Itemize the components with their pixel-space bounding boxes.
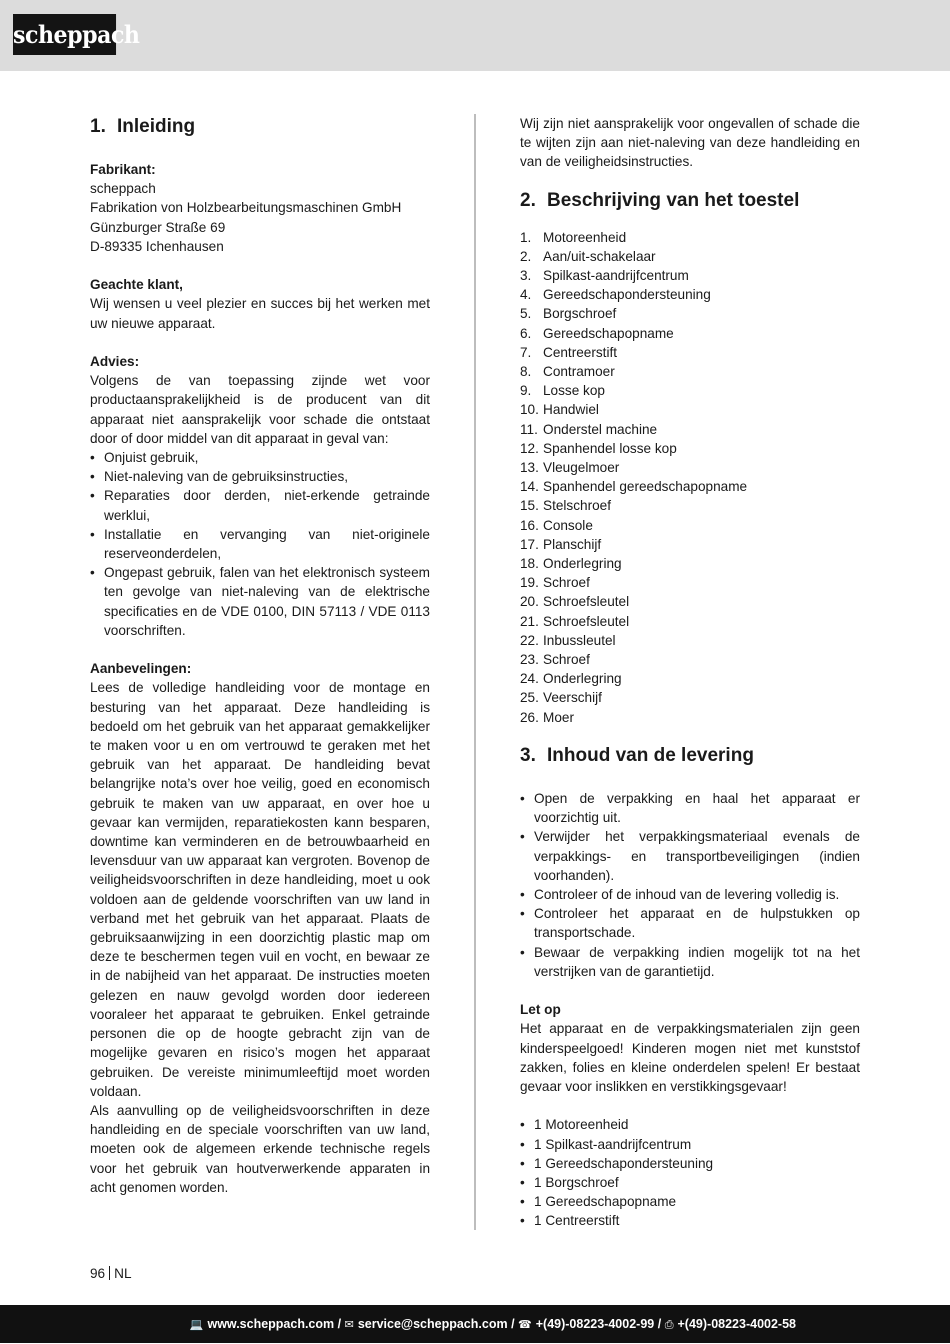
footer-separator: /	[657, 1317, 662, 1331]
part-number: 4.	[520, 287, 532, 303]
part-label: Handwiel	[543, 402, 599, 418]
contents-list	[520, 1115, 860, 1230]
part-number: 12.	[520, 440, 539, 456]
footer-separator: /	[511, 1317, 515, 1331]
column-divider	[474, 114, 476, 1230]
page-separator	[109, 1266, 110, 1280]
part-label: Moer	[543, 709, 574, 725]
page-number-label	[90, 1264, 132, 1283]
parts-list-item	[520, 362, 860, 381]
part-number: 18.	[520, 556, 539, 572]
note-text: Het apparaat en de verpakkingsmaterialen zijn geen kinderspeelgoed! Kinderen mogen niet met kunststof zakken, folies en kleine onderdelen spelen! Er bestaat gevaar voor inslikken en verstikkingsgevaar!	[520, 1021, 860, 1094]
part-label: Gereedschapondersteuning	[543, 287, 711, 303]
part-label: Gereedschapopname	[543, 325, 674, 341]
page-header	[0, 0, 950, 71]
parts-list-item	[520, 708, 860, 727]
parts-list-item	[520, 631, 860, 650]
parts-list-item	[520, 400, 860, 419]
section-2-number: 2.	[520, 189, 536, 211]
delivery-list	[520, 789, 860, 981]
part-number: 14.	[520, 479, 539, 495]
part-number: 11.	[520, 421, 538, 437]
parts-list-item	[520, 592, 860, 611]
section-1-title: Inleiding	[117, 116, 196, 137]
manufacturer-line: Fabrikation von Holzbearbeitungsmaschinen GmbH	[90, 200, 402, 216]
manufacturer-line: D-89335 Ichenhausen	[90, 238, 224, 254]
list-item: • Reparaties door derden, niet-erkende getrainde werklui,	[90, 486, 430, 524]
customer-label: Geachte klant,	[90, 277, 183, 293]
list-item: • 1 Borgschroef	[520, 1173, 860, 1192]
footer-web[interactable]: www.scheppach.com	[207, 1317, 335, 1331]
part-number: 19.	[520, 575, 539, 591]
list-item: • 1 Centreerstift	[520, 1211, 860, 1230]
liability-text: Wij zijn niet aansprakelijk voor ongevallen of schade die te wijten zijn aan niet-naleving van deze handleiding en van de veiligheidsinstructies.	[520, 116, 860, 170]
part-label: Schroef	[543, 575, 590, 591]
part-number: 20.	[520, 594, 539, 610]
part-number: 23.	[520, 652, 539, 668]
recommend-label: Aanbevelingen:	[90, 661, 192, 677]
list-item: • Ongepast gebruik, falen van het elektronisch systeem ten gevolge van niet-naleving van de elektrische specificaties en de VDE 0100, DIN 57113 / VDE 0113 voorschriften.	[90, 563, 430, 640]
parts-list-item	[520, 285, 860, 304]
part-number: 1.	[520, 229, 532, 245]
page-footer	[0, 1305, 950, 1343]
list-item: • 1 Spilkast-aandrijfcentrum	[520, 1135, 860, 1154]
envelope-icon: ✉	[344, 1318, 354, 1331]
computer-icon: 💻	[189, 1318, 204, 1331]
section-2-title: Beschrijving van het toestel	[547, 189, 800, 211]
part-number: 21.	[520, 613, 539, 629]
part-label: Onderlegring	[543, 671, 622, 687]
parts-list-item	[520, 573, 860, 592]
fax-icon: ⎙	[664, 1318, 674, 1331]
footer-fax: +(49)-08223-4002-58	[677, 1317, 796, 1331]
part-number: 2.	[520, 248, 532, 264]
part-number: 24.	[520, 671, 539, 687]
list-item: • Controleer het apparaat en de hulpstukken op transportschade.	[520, 904, 860, 942]
part-number: 7.	[520, 344, 532, 360]
parts-list-item	[520, 266, 860, 285]
part-number: 13.	[520, 460, 539, 476]
parts-list-item	[520, 247, 860, 266]
right-column	[520, 114, 860, 1231]
scheppach-logo: scheppach	[13, 14, 116, 55]
part-label: Onderstel machine	[543, 421, 658, 437]
list-item: • 1 Gereedschapopname	[520, 1192, 860, 1211]
parts-list-item	[520, 228, 860, 247]
section-3-title: Inhoud van de levering	[547, 744, 754, 766]
parts-list-item	[520, 496, 860, 515]
part-number: 10.	[520, 402, 539, 418]
parts-list-item	[520, 420, 860, 439]
part-label: Onderlegring	[543, 556, 622, 572]
list-item: • 1 Motoreenheid	[520, 1115, 860, 1134]
part-label: Spanhendel losse kop	[543, 440, 677, 456]
recommend-text: Als aanvulling op de veiligheidsvoorschriften in deze handleiding en de speciale voorschriften van uw land, moeten ook de algemeen erkende technische regels voor het gebruik van houtverwerkende apparaten in acht genomen worden.	[90, 1102, 430, 1195]
left-column	[90, 114, 430, 1197]
list-item: • Installatie en vervanging van niet-originele reserveonderdelen,	[90, 525, 430, 563]
part-label: Vleugelmoer	[543, 460, 620, 476]
parts-list-item	[520, 304, 860, 323]
parts-list-item	[520, 554, 860, 573]
part-label: Aan/uit-schakelaar	[543, 248, 656, 264]
section-3-heading	[520, 743, 860, 769]
list-item: • Controleer of de inhoud van de levering volledig is.	[520, 885, 860, 904]
advice-text: Volgens de van toepassing zijnde wet voor productaansprakelijkheid is de producent van dit apparaat niet aansprakelijk voor schade die ontstaat door of door middel van dit apparaat in geval van:	[90, 373, 430, 446]
parts-list-item	[520, 324, 860, 343]
part-number: 5.	[520, 306, 532, 322]
parts-list-item	[520, 688, 860, 707]
part-number: 15.	[520, 498, 539, 514]
parts-list-item	[520, 458, 860, 477]
parts-list-item	[520, 477, 860, 496]
parts-list-item	[520, 516, 860, 535]
part-number: 26.	[520, 709, 539, 725]
part-label: Stelschroef	[543, 498, 612, 514]
list-item: • Bewaar de verpakking indien mogelijk tot na het verstrijken van de garantietijd.	[520, 943, 860, 981]
recommend-text: Lees de volledige handleiding voor de montage en besturing van het apparaat. Deze handleiding is bedoeld om het gebruik van het apparaat gemakkelijker te maken voor u en om vertrouwd te geraken met het gebruik van het apparaat. De handleiding bevat belangrijke nota’s over hoe veilig, goed en economisch gebruik te maken van uw apparaat, en over hoe u gevaar kan vermijden, reparatiekosten kann besparen, downtime kan verminderen en de betrouwbaarheid en levensduur van uw apparaat kan vergroten. Bovenop de veiligheidsvoorschriften in deze handleiding, moet u ook voldoen aan de geldende voorschriften van uw land in verband met het gebruik van het apparaat. Plaats de gebruiksaanwijzing in een doorzichtig plastic map om deze te beschermen tegen vuil en vocht, en bewaar ze in de nabijheid van het apparaat. De instructies moeten gelezen en nauw gevolgd worden door iedereen vooraleer het apparaat te gebruiken. Enkel getrainde personen die op de hoogte gebracht zijn van de mogelijke gevaren en risico’s mogen het apparaat gebruiken. De vereiste minimumleeftijd moet worden voldaan.	[90, 680, 430, 1099]
list-item: • 1 Gereedschapondersteuning	[520, 1154, 860, 1173]
parts-list-item	[520, 343, 860, 362]
section-1-heading	[90, 114, 430, 140]
section-1-number: 1.	[90, 116, 106, 137]
page-language: NL	[114, 1266, 132, 1281]
part-label: Contramoer	[543, 364, 615, 380]
footer-mail[interactable]: service@scheppach.com	[357, 1317, 508, 1331]
list-item: • Open de verpakking en haal het apparaat er voorzichtig uit.	[520, 789, 860, 827]
parts-list-item	[520, 669, 860, 688]
part-label: Spanhendel gereedschapopname	[543, 479, 748, 495]
part-label: Schroefsleutel	[543, 613, 630, 629]
part-number: 6.	[520, 325, 532, 341]
customer-text: Wij wensen u veel plezier en succes bij het werken met uw nieuwe apparaat.	[90, 296, 430, 331]
parts-list	[520, 228, 860, 727]
part-label: Motoreenheid	[543, 229, 627, 245]
part-number: 17.	[520, 536, 539, 552]
parts-list-item	[520, 381, 860, 400]
part-number: 16.	[520, 517, 539, 533]
advice-label: Advies:	[90, 354, 140, 369]
phone-icon: ☎	[518, 1318, 532, 1331]
part-label: Schroef	[543, 652, 590, 668]
parts-list-item	[520, 439, 860, 458]
part-label: Inbussleutel	[543, 632, 616, 648]
part-label: Spilkast-aandrijfcentrum	[543, 268, 689, 284]
page-number: 96	[90, 1266, 106, 1281]
part-label: Losse kop	[543, 383, 605, 399]
part-number: 22.	[520, 632, 539, 648]
part-number: 25.	[520, 690, 539, 706]
note-label: Let op	[520, 1002, 561, 1018]
manufacturer-line: Günzburger Straße 69	[90, 219, 226, 235]
part-label: Planschijf	[543, 536, 602, 552]
part-label: Veerschijf	[543, 690, 602, 706]
part-label: Schroefsleutel	[543, 594, 630, 610]
advice-list	[90, 448, 430, 640]
list-item: • Onjuist gebruik,	[90, 448, 430, 467]
list-item: • Verwijder het verpakkingsmateriaal evenals de verpakkings- en transportbeveiligingen (indien voorhanden).	[520, 827, 860, 885]
parts-list-item	[520, 612, 860, 631]
parts-list-item	[520, 535, 860, 554]
part-label: Console	[543, 517, 593, 533]
part-number: 8.	[520, 364, 532, 380]
footer-phone: +(49)-08223-4002-99	[535, 1317, 655, 1331]
parts-list-item	[520, 650, 860, 669]
section-3-number: 3.	[520, 744, 536, 766]
list-item: • Niet-naleving van de gebruiksinstructies,	[90, 467, 430, 486]
part-label: Borgschroef	[543, 306, 617, 322]
manufacturer-label: Fabrikant:	[90, 162, 156, 177]
section-2-heading	[520, 188, 860, 214]
part-label: Centreerstift	[543, 344, 618, 360]
part-number: 9.	[520, 383, 532, 399]
manufacturer-line: scheppach	[90, 181, 156, 197]
footer-separator: /	[337, 1317, 342, 1331]
part-number: 3.	[520, 268, 532, 284]
